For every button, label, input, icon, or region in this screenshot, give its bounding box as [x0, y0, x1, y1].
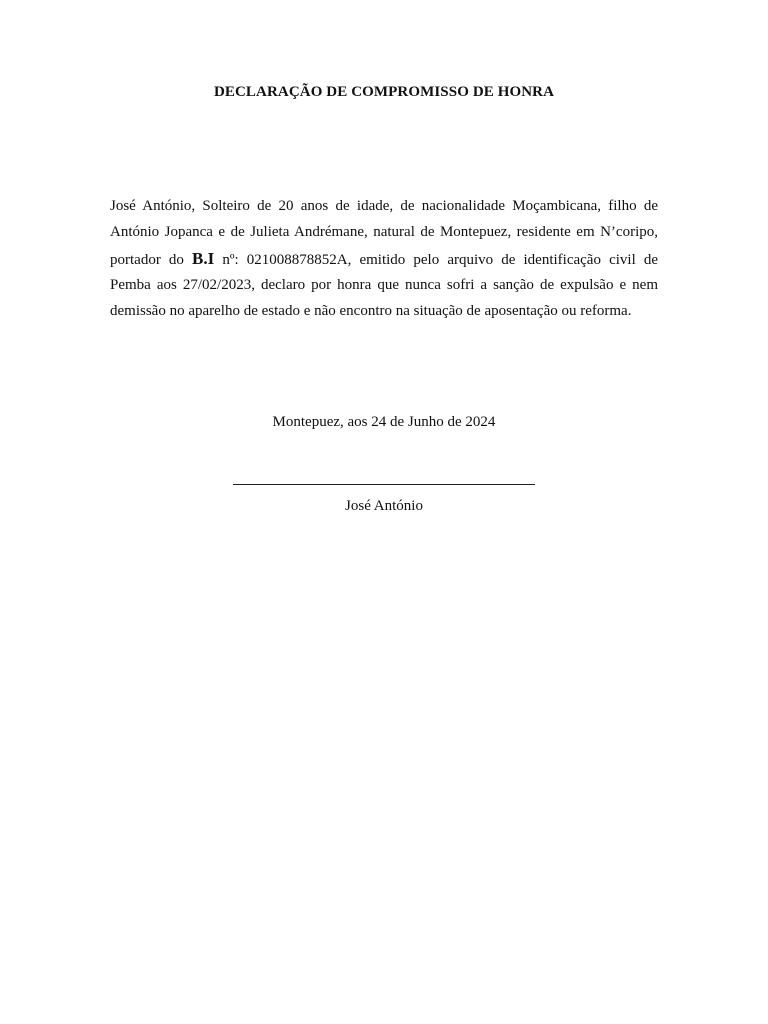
signature-line: [233, 484, 535, 485]
paragraph-line-1: José António, Solteiro de 20 anos de idade, de nacionalidade Moçambicana, filho de: [110, 198, 658, 214]
bi-label: B.I: [192, 248, 215, 268]
place-and-date: Montepuez, aos 24 de Junho de 2024: [272, 414, 496, 430]
paragraph-line-2: António Jopanca e de Julieta Andrémane, natural de Montepuez, residente em N’coripo,: [110, 223, 658, 240]
bi-details-text: nº: 021008878852A, emitido pelo arquivo de identificação civil de: [222, 251, 658, 268]
signer-name: José António: [345, 498, 423, 514]
document-title: DECLARAÇÃO DE COMPROMISSO DE HONRA: [213, 84, 555, 100]
declaration-paragraph: [110, 194, 658, 325]
portador-text: portador do: [110, 251, 184, 268]
paragraph-line-4: Pemba aos 27/02/2023, declaro por honra que nunca sofri a sanção de expulsão e nem: [110, 277, 658, 294]
paragraph-line-5: demissão no aparelho de estado e não encontro na situação de aposentação ou reforma.: [110, 303, 632, 320]
paragraph-line-3: [110, 246, 658, 274]
